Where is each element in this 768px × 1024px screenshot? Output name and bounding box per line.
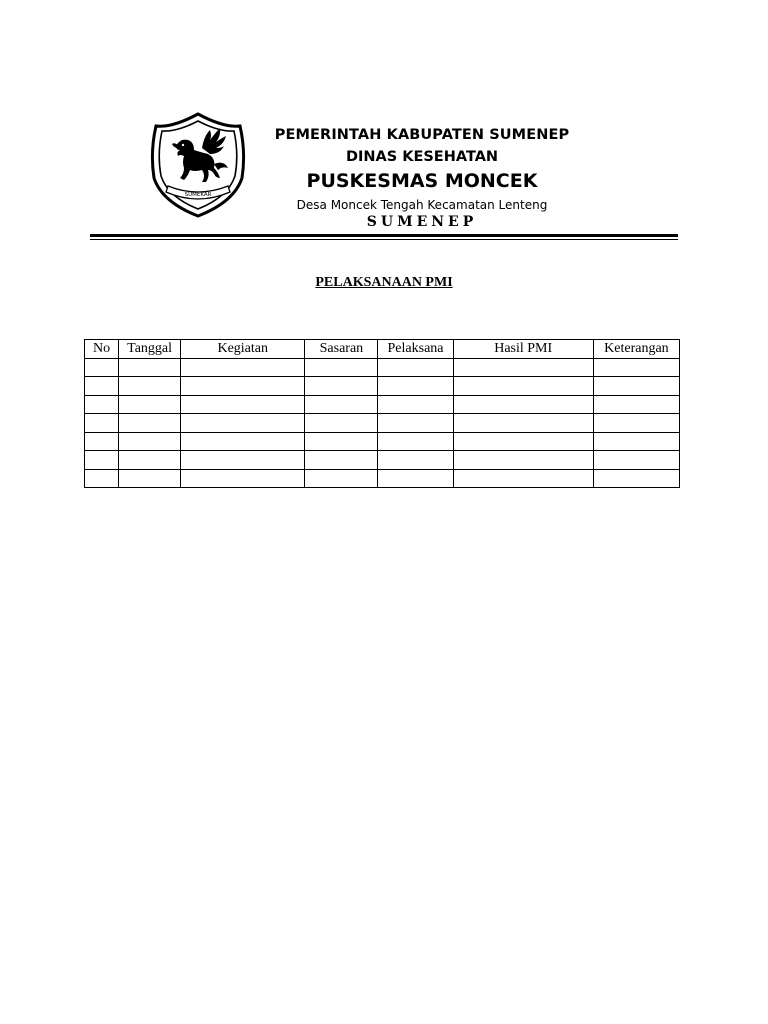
table-cell [453,414,593,433]
table-cell [453,469,593,488]
table-cell [593,395,679,414]
table-cell [453,432,593,451]
table-cell [453,451,593,470]
table-cell [181,432,305,451]
letterhead-organization: PUSKESMAS MONCEK [306,170,538,192]
letterhead-city: SUMENEP [366,214,478,230]
table-cell [378,432,453,451]
table-row [85,451,680,470]
table-header-cell: Tanggal [119,340,181,359]
table-cell [85,414,119,433]
table-cell [305,395,378,414]
table-cell [378,469,453,488]
letterhead-department: DINAS KESEHATAN [345,149,499,165]
table-cell [453,377,593,396]
table-cell [378,414,453,433]
table-cell [85,377,119,396]
table-cell [453,395,593,414]
table-cell [119,377,181,396]
table-cell [305,432,378,451]
table-cell [378,358,453,377]
table-cell [378,395,453,414]
table-cell [593,469,679,488]
document-title: PELAKSANAAN PMI [315,275,453,290]
table-header-cell: Pelaksana [378,340,453,359]
table-cell [181,358,305,377]
table-header-cell: Hasil PMI [453,340,593,359]
table-cell [85,358,119,377]
table-cell [378,451,453,470]
table-cell [119,451,181,470]
table-row [85,469,680,488]
table-row [85,432,680,451]
table-cell [119,469,181,488]
table-cell [181,469,305,488]
table-cell [181,451,305,470]
letterhead-divider-thick [90,234,678,237]
table-cell [593,377,679,396]
table-cell [593,451,679,470]
table-header-cell: Keterangan [593,340,679,359]
table-cell [119,395,181,414]
table-cell [305,469,378,488]
letterhead-address: Desa Moncek Tengah Kecamatan Lenteng [296,198,548,212]
table-cell [305,451,378,470]
table-cell [453,358,593,377]
table-cell [181,377,305,396]
table-cell [181,414,305,433]
table-header-row [85,340,680,359]
table-cell [119,414,181,433]
table-cell [593,432,679,451]
table-cell [85,432,119,451]
pegasus-emblem-icon [150,112,246,218]
letterhead-divider-thin [90,239,678,240]
table-cell [181,395,305,414]
table-row [85,377,680,396]
pmi-table [84,339,680,488]
table-row [85,414,680,433]
table-cell [378,377,453,396]
table-cell [305,377,378,396]
table-row [85,358,680,377]
table-cell [85,395,119,414]
letterhead-government: PEMERINTAH KABUPATEN SUMENEP [274,127,570,143]
table-cell [305,358,378,377]
table-header-cell: Kegiatan [181,340,305,359]
table-cell [593,414,679,433]
table-cell [85,451,119,470]
table-cell [593,358,679,377]
table-cell [119,432,181,451]
table-header-cell: Sasaran [305,340,378,359]
emblem-ribbon-text: SUMEKAR [184,192,212,198]
table-row [85,395,680,414]
table-cell [305,414,378,433]
table-cell [85,469,119,488]
table-cell [119,358,181,377]
table-header-cell: No [85,340,119,359]
